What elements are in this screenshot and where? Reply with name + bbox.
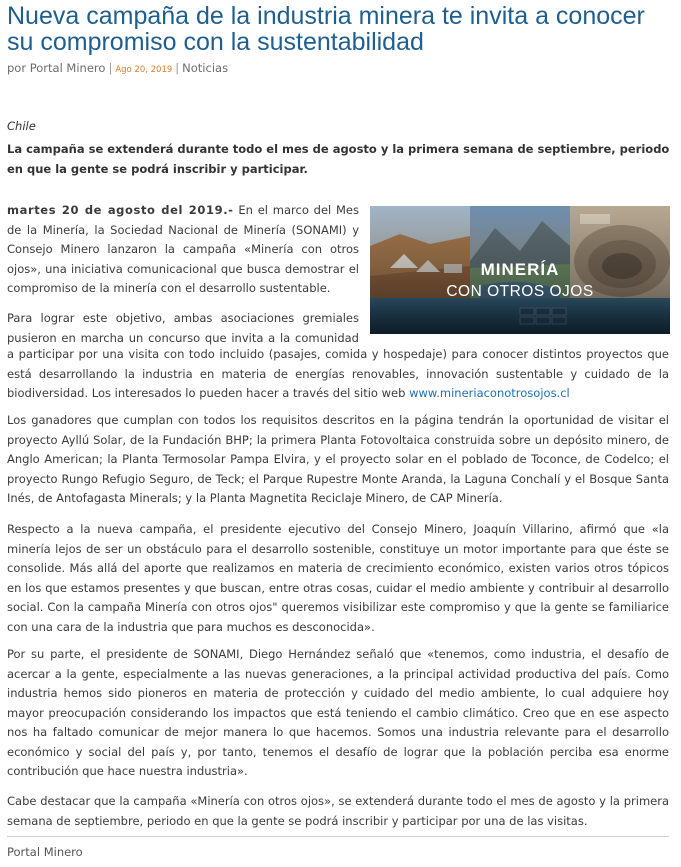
paragraph-3: Los ganadores que cumplan con todos los requisitos descritos en la página tendrán la oportunidad de visitar el proyecto Ayllú Solar, de la Fundación BHP; la primera Planta Fotovoltaica construida sobre un depósito minero, de Anglo American; la Planta Termosolar Pampa Elvira, y el proyecto solar en el poblado de Toconce, de Codelco; el proyecto Rungo Refugio Seguro, de Teck; el Parque Rupestre Monte Aranda, la Laguna Conchalí y el Bosque Santa Inés, de Antofagasta Minerals; y la Planta Magnetita Reciclaje Minero, de CAP Minería. bbox=[7, 413, 669, 505]
byline-prefix: por bbox=[7, 61, 27, 75]
paragraph-4: Respecto a la nueva campaña, el presidente ejecutivo del Consejo Minero, Joaquín Villarino, afirmó que «la minería lejos de ser un obstáculo para el desarrollo sostenible, constituye un motor importante para que éste se consolide. Más allá del aporte que realizamos en materia de crecimiento económico, existen varios otros tópicos en los que estamos presentes y que buscan, entre otras cosas, cuidar el medio ambiente y contribuir al desarrollo social. Con la campaña Minería con otros ojos" queremos visibilizar este compromiso y que la gente se familiarice con una cara de la industria que para muchos es desconocida». bbox=[7, 522, 669, 634]
separator: | bbox=[108, 61, 113, 75]
campaign-photo-collage bbox=[370, 206, 670, 334]
location-label: Chile bbox=[7, 119, 36, 133]
paragraph-5: Por su parte, el presidente de SONAMI, Diego Hernández señaló que «tenemos, como industria, el desafío de acercar a la gente, especialmente a las nuevas generaciones, a la principal actividad productiva del país. Como industria hemos sido pioneros en materia de protección y cuidado del medio ambiente, lo cual adquiere hoy mayor preocupación considerando los impactos que está teniendo el cambio climático. Creo que en ese aspecto nos ha faltado comunicar de mejor manera lo que hacemos. Somos una industria relevante para el desarrollo económico y social del país y, por tanto, tenemos el desafío de lograr que la población perciba esa enorme contribución que hace nuestra industria». bbox=[7, 647, 669, 778]
source-label: Portal Minero bbox=[7, 845, 83, 859]
campaign-image bbox=[370, 206, 670, 334]
paragraph-2-text: a participar por una visita con todo incluido (pasajes, comida y hospedaje) para conocer distintos proyectos que está desarrollando la industria en materia de energías renovables, innovación sustentable y cuidado de la biodiversidad. Los interesados lo pueden hacer a través del sitio web bbox=[7, 347, 669, 400]
divider bbox=[7, 836, 669, 837]
image-title-line1: MINERÍA bbox=[480, 260, 560, 279]
paragraph-date: martes 20 de agosto del 2019.- bbox=[7, 203, 234, 217]
publish-date: Ago 20, 2019 bbox=[115, 65, 173, 75]
campaign-website-link[interactable]: www.mineriaconotrosojos.cl bbox=[409, 386, 570, 400]
byline bbox=[7, 61, 228, 75]
paragraph-1 bbox=[7, 201, 359, 299]
category-link[interactable]: Noticias bbox=[182, 61, 229, 75]
paragraph-6: Cabe destacar que la campaña «Minería con otros ojos», se extenderá durante todo el mes de agosto y la primera semana de septiembre, periodo en que la gente se podrá inscribir y participar por una de las visitas. bbox=[7, 794, 669, 828]
article-title: Nueva campaña de la industria minera te invita a conocer su compromiso con la sustentabilidad bbox=[7, 2, 645, 56]
separator: | bbox=[175, 61, 180, 75]
author-link[interactable]: Portal Minero bbox=[29, 61, 106, 75]
article-lead: La campaña se extenderá durante todo el mes de agosto y la primera semana de septiembre, periodo en que la gente se podrá inscribir y participar. bbox=[7, 142, 670, 176]
paragraph-2-top: Para lograr este objetivo, ambas asociaciones gremiales pusieron en marcha un concurso que invita a la comunidad bbox=[7, 311, 359, 345]
paragraph-1-text: En el marco del Mes de la Minería, la Sociedad Nacional de Minería (SONAMI) y Consejo Minero lanzaron la campaña «Minería con otros ojos», una iniciativa comunicacional que busca demostrar el compromiso de la minería con el desarrollo sustentable. bbox=[7, 203, 359, 295]
image-title-line2: CON OTROS OJOS bbox=[446, 283, 594, 300]
paragraph-2 bbox=[7, 345, 669, 404]
